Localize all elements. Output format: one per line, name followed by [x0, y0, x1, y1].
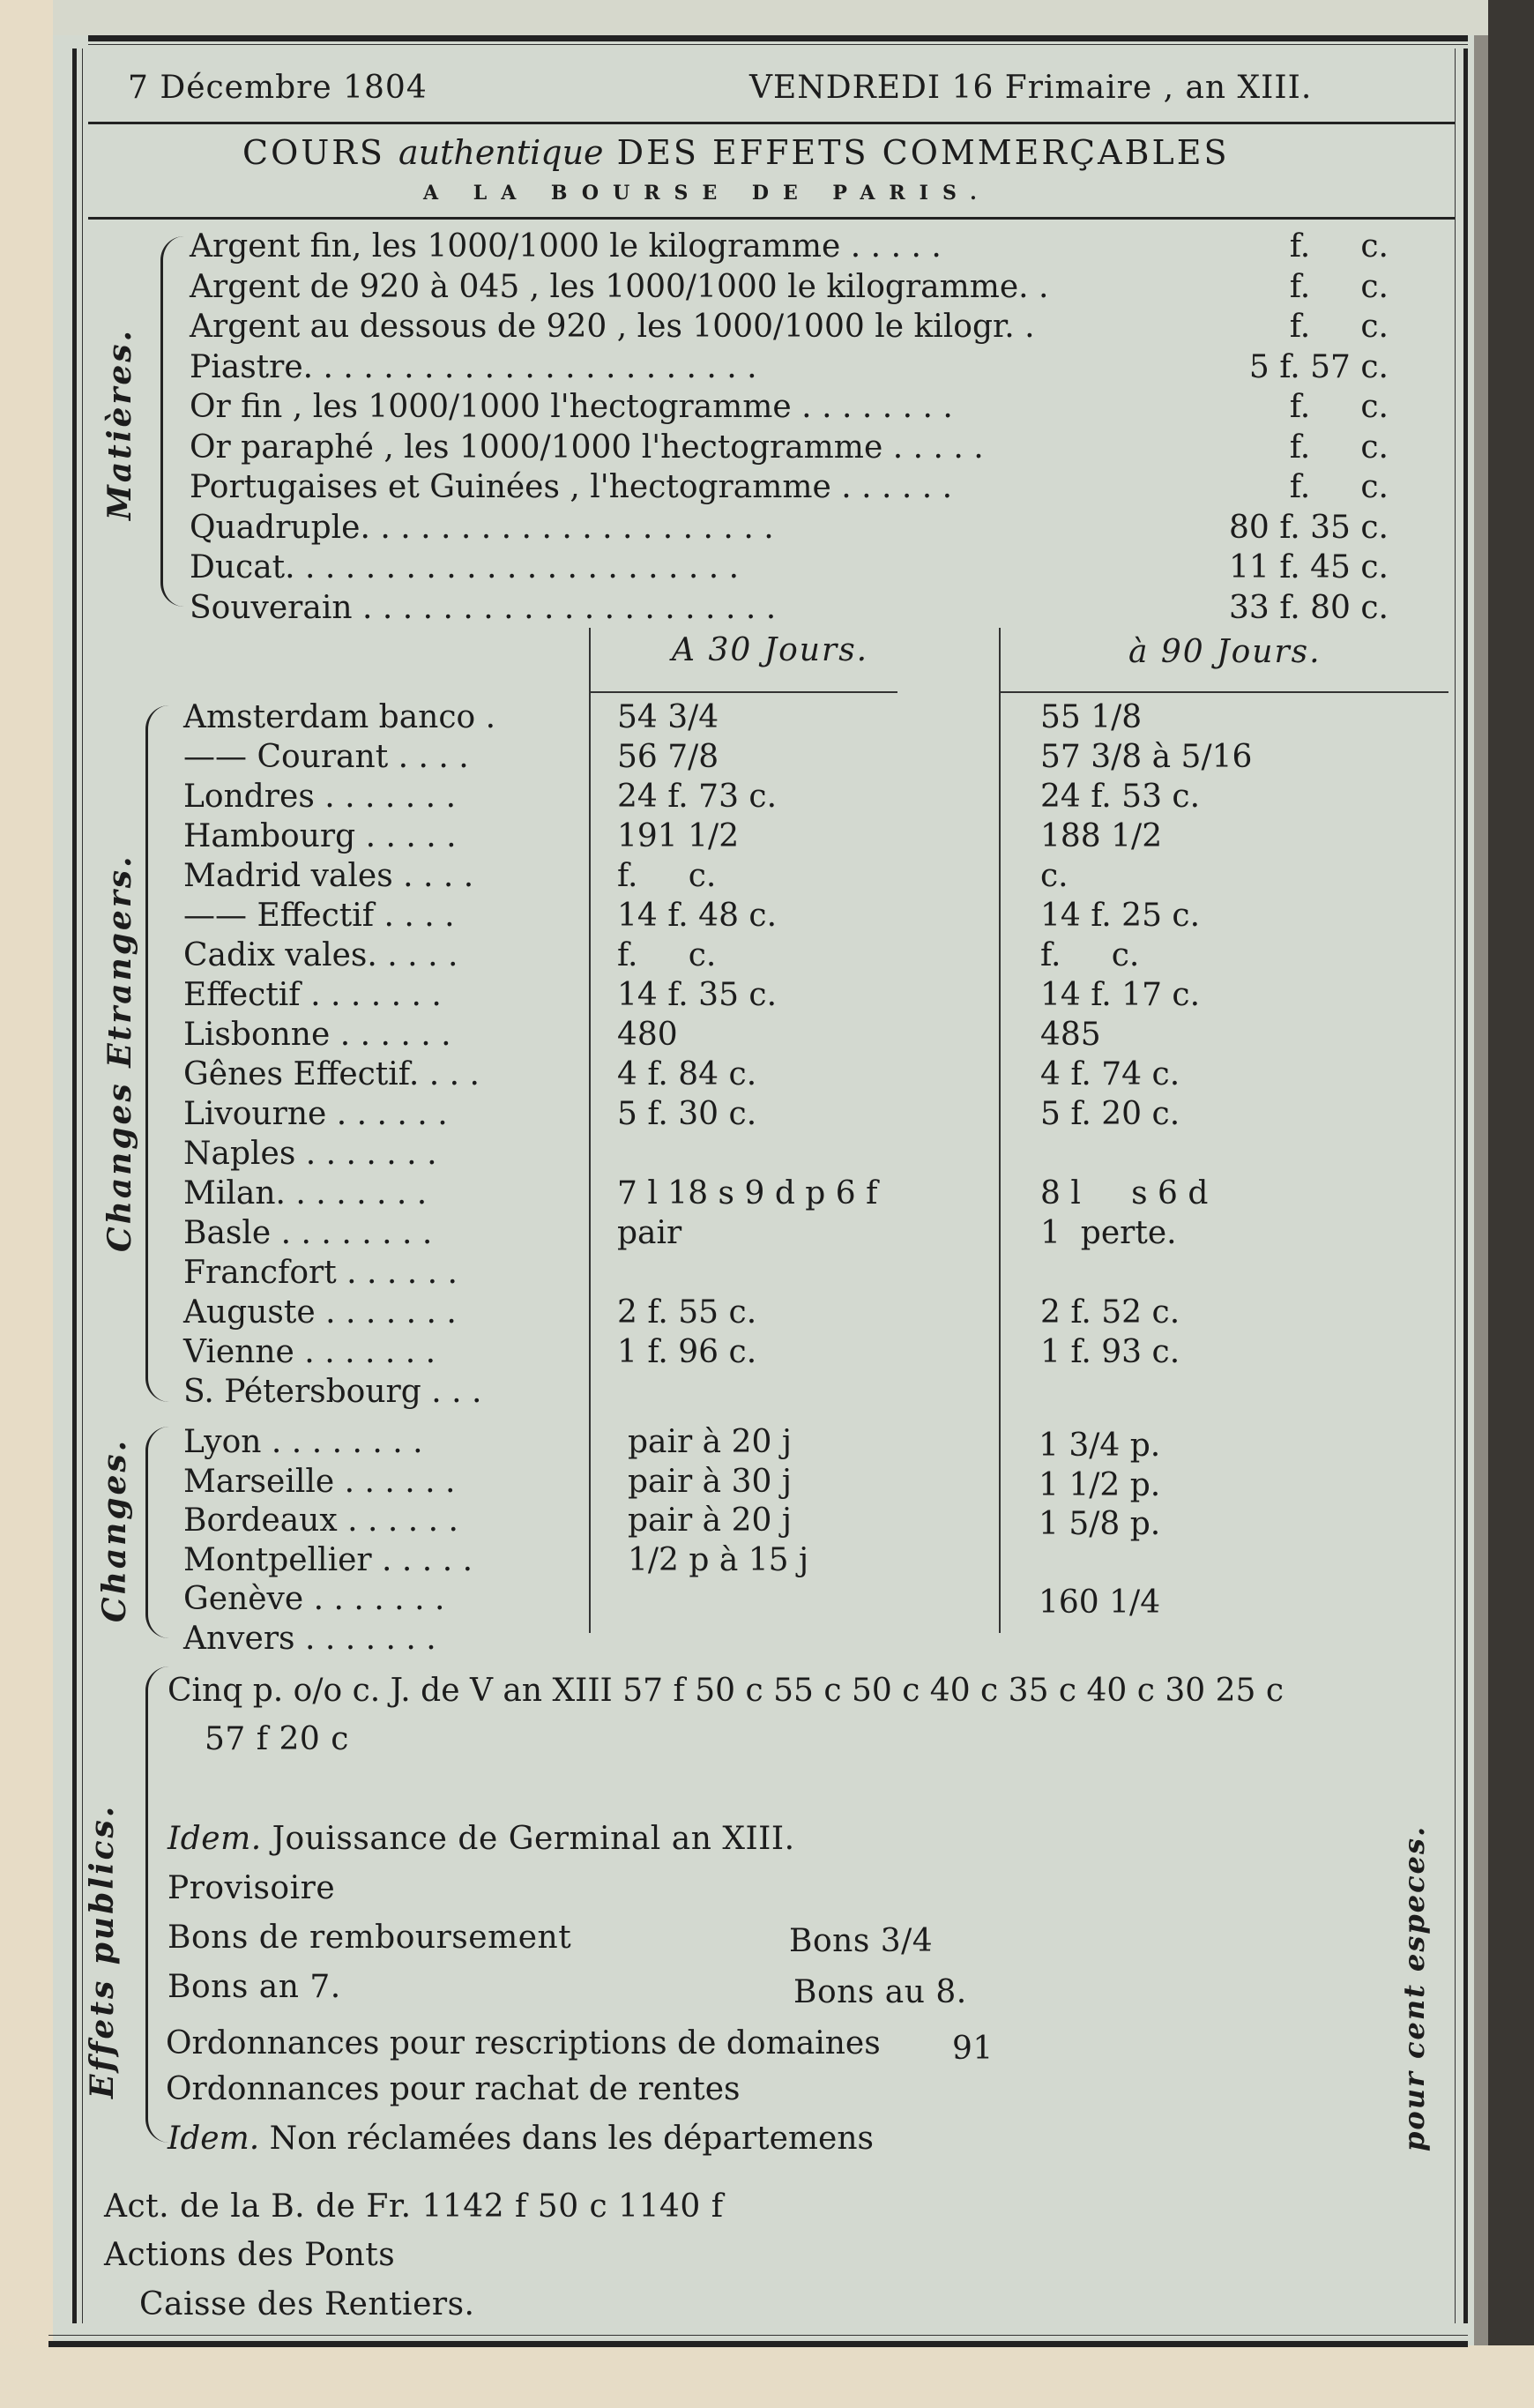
- change-etranger-90-jours: 14 f. 17 c.: [1040, 977, 1201, 1013]
- title-effets: DES EFFETS COMMERÇABLES: [616, 133, 1230, 172]
- change-etranger-30-jours: 54 3/4: [617, 699, 719, 735]
- change-place: Lyon . . . . . . . .: [183, 1424, 423, 1460]
- brace-matieres: [160, 236, 184, 607]
- change-etranger-90-jours: c.: [1040, 858, 1069, 894]
- effets-idem2-label: Idem.: [168, 2121, 260, 2157]
- frame-left-border: [72, 48, 77, 2323]
- effets-non-reclamees: Non réclamées dans les départemens: [269, 2121, 875, 2157]
- matieres-item-value: f. c.: [1289, 389, 1389, 425]
- matieres-item-label: Or fin , les 1000/1000 l'hectogramme . . . . . . . .: [190, 389, 953, 425]
- matieres-item-value: f. c.: [1289, 469, 1389, 505]
- footer-actions-ponts: Actions des Ponts: [104, 2237, 396, 2273]
- column-divider-right: [999, 628, 1001, 1633]
- change-etranger-90-jours: 57 3/8 à 5/16: [1040, 739, 1253, 775]
- matieres-item-value: 33 f. 80 c.: [1228, 589, 1389, 626]
- change-etranger-30-jours: pair: [617, 1215, 682, 1251]
- matieres-item-label: Argent fin, les 1000/1000 le kilogramme . . . . .: [190, 228, 942, 265]
- matieres-item-label: Portugaises et Guinées , l'hectogramme . . . . . .: [190, 469, 953, 505]
- column-rule-30: [589, 691, 897, 693]
- change-etranger-place: Effectif . . . . . . .: [183, 977, 442, 1013]
- effets-jouissance-germinal: Jouissance de Germinal an XIII.: [272, 1821, 795, 1857]
- frame-top-hairline: [88, 44, 1468, 45]
- change-etranger-place: Gênes Effectif. . . .: [183, 1056, 480, 1092]
- frame-right-hairline: [1455, 48, 1456, 2323]
- change-90-jours: 1 5/8 p.: [1039, 1506, 1161, 1542]
- change-etranger-30-jours: 1 f. 96 c.: [617, 1334, 757, 1370]
- change-90-jours: 1 1/2 p.: [1039, 1466, 1161, 1503]
- effets-ordonnances-rachat: Ordonnances pour rachat de rentes: [166, 2071, 741, 2107]
- effets-bons-remboursement: Bons de remboursement: [168, 1920, 572, 1956]
- column-header-30-jours: A 30 Jours.: [672, 632, 869, 668]
- frame-top-border: [88, 35, 1468, 41]
- matieres-item-label: Piastre. . . . . . . . . . . . . . . . . . . . . . .: [190, 348, 757, 385]
- column-header-90-jours: à 90 Jours.: [1128, 634, 1322, 670]
- title-cours: COURS: [242, 133, 385, 172]
- change-etranger-place: Auguste . . . . . . .: [183, 1294, 457, 1331]
- change-etranger-place: Hambourg . . . . .: [183, 818, 457, 854]
- section-label-changes-etrangers: Changes Etrangers.: [101, 854, 138, 1252]
- change-etranger-place: Naples . . . . . . .: [183, 1136, 437, 1172]
- effets-provisoire: Provisoire: [168, 1870, 336, 1906]
- change-etranger-place: Basle . . . . . . . .: [183, 1215, 433, 1251]
- change-etranger-place: S. Pétersbourg . . .: [183, 1374, 482, 1410]
- change-etranger-30-jours: 4 f. 84 c.: [617, 1056, 757, 1092]
- change-etranger-30-jours: 24 f. 73 c.: [617, 779, 778, 815]
- change-etranger-90-jours: 1 perte.: [1040, 1215, 1177, 1251]
- title-authentique: authentique: [398, 133, 604, 172]
- effets-bons-3-4: Bons 3/4: [789, 1923, 934, 1959]
- matieres-item-value: f. c.: [1289, 228, 1389, 265]
- change-etranger-place: Livourne . . . . . .: [183, 1096, 448, 1132]
- frame-bottom-border: [48, 2341, 1468, 2347]
- effets-cinq-pour-cent: Cinq p. o/o c. J. de V an XIII 57 f 50 c 55 c 50 c 40 c 35 c 40 c 30 25 c: [168, 1673, 1285, 1709]
- subtitle: A LA BOURSE DE PARIS.: [423, 182, 991, 205]
- column-divider-left: [589, 628, 591, 1633]
- change-etranger-90-jours: 485: [1040, 1017, 1101, 1053]
- effets-bons-an-7: Bons an 7.: [168, 1969, 341, 2005]
- change-etranger-30-jours: 5 f. 30 c.: [617, 1096, 757, 1132]
- change-etranger-place: Londres . . . . . . .: [183, 779, 457, 815]
- matieres-item-value: f. c.: [1289, 429, 1389, 466]
- change-etranger-place: Madrid vales . . . .: [183, 858, 474, 894]
- change-etranger-place: —— Courant . . . .: [183, 739, 469, 775]
- effets-ordonnances-rescriptions-value: 91: [952, 2031, 994, 2067]
- change-place: Montpellier . . . . .: [183, 1541, 473, 1578]
- page-edge-right-inner: [1474, 35, 1488, 2381]
- change-etranger-90-jours: 55 1/8: [1040, 699, 1143, 735]
- frame-right-border: [1463, 48, 1468, 2323]
- change-place: Genève . . . . . . .: [183, 1581, 445, 1617]
- effets-cinq-pour-cent-cont: 57 f 20 c: [205, 1721, 349, 1757]
- matieres-item-value: 5 f. 57 c.: [1248, 348, 1389, 385]
- effets-ordonnances-rescriptions: Ordonnances pour rescriptions de domaines: [166, 2025, 881, 2061]
- frame-left-hairline: [82, 48, 83, 2323]
- matieres-item-label: Ducat. . . . . . . . . . . . . . . . . . . . . . .: [190, 549, 740, 585]
- brace-changes: [145, 1427, 169, 1638]
- matieres-item-value: 80 f. 35 c.: [1228, 509, 1389, 546]
- change-etranger-place: Milan. . . . . . . .: [183, 1175, 428, 1211]
- change-etranger-30-jours: 14 f. 48 c.: [617, 898, 778, 934]
- title-rule: [88, 217, 1455, 220]
- matieres-item-value: 11 f. 45 c.: [1228, 549, 1389, 585]
- change-etranger-place: Amsterdam banco .: [183, 699, 496, 735]
- change-etranger-30-jours: 2 f. 55 c.: [617, 1294, 757, 1331]
- column-rule-90: [999, 691, 1448, 693]
- change-90-jours: 160 1/4: [1039, 1584, 1161, 1621]
- matieres-item-value: f. c.: [1289, 309, 1389, 345]
- change-etranger-30-jours: f. c.: [617, 858, 717, 894]
- matieres-item-label: Argent de 920 à 045 , les 1000/1000 le kilogramme. .: [190, 268, 1049, 305]
- change-etranger-30-jours: 480: [617, 1017, 678, 1053]
- footer-actions-banque: Act. de la B. de Fr. 1142 f 50 c 1140 f: [104, 2188, 724, 2225]
- change-etranger-30-jours: 14 f. 35 c.: [617, 977, 778, 1013]
- date-left: 7 Décembre 1804: [128, 70, 428, 106]
- change-etranger-90-jours: 188 1/2: [1040, 818, 1163, 854]
- section-label-effets-publics: Effets publics.: [84, 1803, 121, 2099]
- effets-idem-label: Idem.: [168, 1821, 262, 1857]
- page-edge-bottom: [0, 2345, 1534, 2408]
- section-label-matieres: Matières.: [101, 327, 138, 520]
- matieres-item-label: Quadruple. . . . . . . . . . . . . . . . . . . . .: [190, 509, 774, 546]
- change-30-jours: pair à 20 j: [628, 1502, 792, 1539]
- matieres-item-label: Or paraphé , les 1000/1000 l'hectogramme . . . . .: [190, 429, 984, 466]
- change-30-jours: pair à 30 j: [628, 1463, 792, 1500]
- side-label-pour-cent-especes: pour cent especes.: [1397, 1824, 1431, 2151]
- change-place: Bordeaux . . . . . .: [183, 1502, 458, 1539]
- header-rule: [88, 122, 1455, 124]
- change-etranger-90-jours: 24 f. 53 c.: [1040, 779, 1201, 815]
- change-etranger-place: Lisbonne . . . . . .: [183, 1017, 451, 1053]
- change-etranger-90-jours: f. c.: [1040, 937, 1140, 973]
- brace-changes-etrangers: [145, 705, 169, 1402]
- change-etranger-90-jours: 8 l s 6 d: [1040, 1175, 1209, 1211]
- change-etranger-30-jours: f. c.: [617, 937, 717, 973]
- footer-caisse-rentiers: Caisse des Rentiers.: [139, 2286, 475, 2322]
- section-label-changes: Changes.: [96, 1437, 133, 1622]
- change-etranger-90-jours: 4 f. 74 c.: [1040, 1056, 1180, 1092]
- change-place: Anvers . . . . . . .: [183, 1620, 436, 1657]
- change-etranger-30-jours: 7 l 18 s 9 d p 6 f: [617, 1175, 878, 1211]
- change-30-jours: pair à 20 j: [628, 1424, 792, 1460]
- change-place: Marseille . . . . . .: [183, 1463, 456, 1500]
- change-etranger-place: Francfort . . . . . .: [183, 1255, 458, 1291]
- change-etranger-30-jours: 56 7/8: [617, 739, 719, 775]
- change-etranger-90-jours: 1 f. 93 c.: [1040, 1334, 1180, 1370]
- change-etranger-place: Vienne . . . . . . .: [183, 1334, 436, 1370]
- effets-bons-an-8: Bons au 8.: [793, 1974, 967, 2010]
- effets-idem-germinal: [168, 1823, 795, 1855]
- change-etranger-place: Cadix vales. . . . .: [183, 937, 458, 973]
- date-right: VENDREDI 16 Frimaire , an XIII.: [749, 70, 1313, 106]
- change-etranger-90-jours: 2 f. 52 c.: [1040, 1294, 1180, 1331]
- matieres-item-label: Argent au dessous de 920 , les 1000/1000 le kilogr. .: [190, 309, 1035, 345]
- change-etranger-30-jours: 191 1/2: [617, 818, 740, 854]
- title-line: [242, 133, 1230, 172]
- matieres-item-value: f. c.: [1289, 268, 1389, 305]
- page-edge-right: [1488, 0, 1534, 2408]
- change-etranger-place: —— Effectif . . . .: [183, 898, 455, 934]
- change-90-jours: 1 3/4 p.: [1039, 1428, 1161, 1464]
- effets-idem-non-reclamees: [168, 2123, 874, 2155]
- change-etranger-90-jours: 14 f. 25 c.: [1040, 898, 1201, 934]
- frame-bottom-hairline: [48, 2335, 1468, 2336]
- page-edge-left: [0, 0, 53, 2408]
- matieres-item-label: Souverain . . . . . . . . . . . . . . . . . . . . .: [190, 589, 777, 626]
- change-30-jours: 1/2 p à 15 j: [628, 1541, 809, 1578]
- change-etranger-90-jours: 5 f. 20 c.: [1040, 1096, 1180, 1132]
